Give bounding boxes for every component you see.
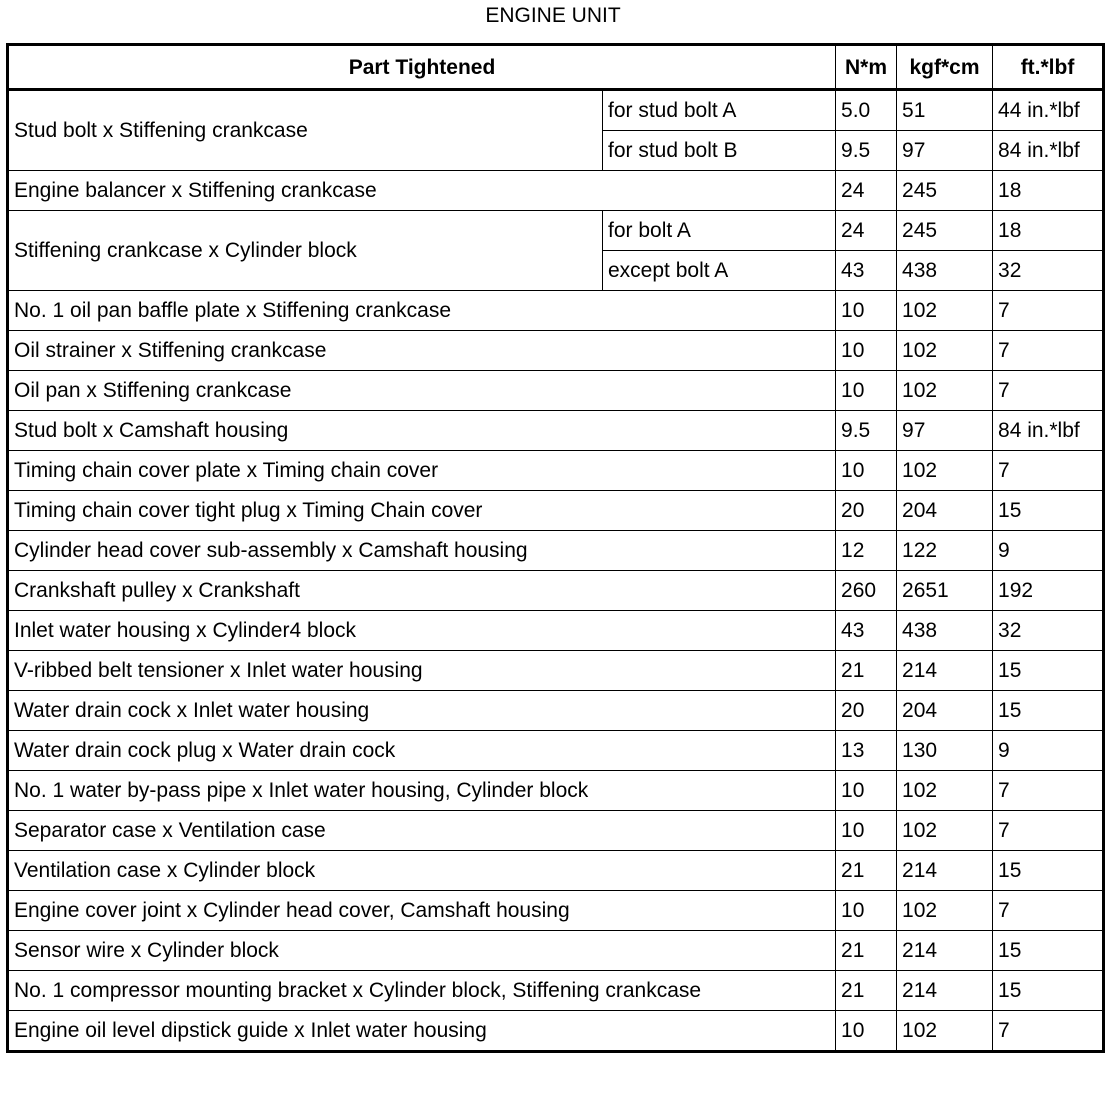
page-title: ENGINE UNIT	[485, 4, 621, 27]
nm-cell: 260	[836, 571, 897, 611]
ft-lbf-cell: 7	[993, 811, 1104, 851]
table-body	[8, 90, 1104, 1052]
part-cell: No. 1 compressor mounting bracket x Cylinder block, Stiffening crankcase	[8, 971, 836, 1011]
kgf-cm-cell: 204	[897, 691, 993, 731]
ft-lbf-cell: 44 in.*lbf	[993, 90, 1104, 131]
kgf-cm-cell: 102	[897, 1011, 993, 1052]
ft-lbf-cell: 32	[993, 251, 1104, 291]
ft-lbf-cell: 84 in.*lbf	[993, 411, 1104, 451]
table-row	[8, 651, 1104, 691]
nm-cell: 10	[836, 371, 897, 411]
table-row	[8, 371, 1104, 411]
part-cell: Water drain cock x Inlet water housing	[8, 691, 836, 731]
kgf-cm-cell: 122	[897, 531, 993, 571]
header-kgf-cm: kgf*cm	[897, 45, 993, 90]
ft-lbf-cell: 15	[993, 971, 1104, 1011]
nm-cell: 24	[836, 171, 897, 211]
part-cell: Engine oil level dipstick guide x Inlet water housing	[8, 1011, 836, 1052]
ft-lbf-cell: 18	[993, 171, 1104, 211]
table-row	[8, 411, 1104, 451]
condition-cell: for stud bolt B	[603, 131, 836, 171]
part-cell: Inlet water housing x Cylinder4 block	[8, 611, 836, 651]
ft-lbf-cell: 15	[993, 691, 1104, 731]
ft-lbf-cell: 7	[993, 291, 1104, 331]
kgf-cm-cell: 438	[897, 251, 993, 291]
ft-lbf-cell: 84 in.*lbf	[993, 131, 1104, 171]
table-row	[8, 891, 1104, 931]
kgf-cm-cell: 245	[897, 171, 993, 211]
part-cell: Crankshaft pulley x Crankshaft	[8, 571, 836, 611]
part-cell: Timing chain cover plate x Timing chain cover	[8, 451, 836, 491]
kgf-cm-cell: 130	[897, 731, 993, 771]
ft-lbf-cell: 7	[993, 771, 1104, 811]
nm-cell: 43	[836, 251, 897, 291]
table-row	[8, 291, 1104, 331]
part-cell: Water drain cock plug x Water drain cock	[8, 731, 836, 771]
table-row	[8, 1011, 1104, 1052]
nm-cell: 13	[836, 731, 897, 771]
table-row	[8, 971, 1104, 1011]
ft-lbf-cell: 15	[993, 651, 1104, 691]
nm-cell: 21	[836, 971, 897, 1011]
kgf-cm-cell: 2651	[897, 571, 993, 611]
nm-cell: 10	[836, 331, 897, 371]
part-cell: No. 1 oil pan baffle plate x Stiffening crankcase	[8, 291, 836, 331]
part-cell: Engine balancer x Stiffening crankcase	[8, 171, 836, 211]
nm-cell: 21	[836, 651, 897, 691]
ft-lbf-cell: 15	[993, 491, 1104, 531]
table-row	[8, 931, 1104, 971]
table-row	[8, 531, 1104, 571]
kgf-cm-cell: 102	[897, 371, 993, 411]
ft-lbf-cell: 7	[993, 371, 1104, 411]
ft-lbf-cell: 32	[993, 611, 1104, 651]
part-cell: Oil strainer x Stiffening crankcase	[8, 331, 836, 371]
nm-cell: 10	[836, 891, 897, 931]
ft-lbf-cell: 15	[993, 851, 1104, 891]
nm-cell: 21	[836, 931, 897, 971]
nm-cell: 10	[836, 291, 897, 331]
ft-lbf-cell: 9	[993, 731, 1104, 771]
header-part-tightened: Part Tightened	[8, 45, 836, 90]
ft-lbf-cell: 18	[993, 211, 1104, 251]
kgf-cm-cell: 97	[897, 131, 993, 171]
part-cell: Engine cover joint x Cylinder head cover, Camshaft housing	[8, 891, 836, 931]
nm-cell: 21	[836, 851, 897, 891]
part-cell: Stiffening crankcase x Cylinder block	[8, 211, 603, 291]
kgf-cm-cell: 214	[897, 651, 993, 691]
condition-cell: except bolt A	[603, 251, 836, 291]
nm-cell: 10	[836, 451, 897, 491]
table-row	[8, 331, 1104, 371]
nm-cell: 9.5	[836, 131, 897, 171]
ft-lbf-cell: 15	[993, 931, 1104, 971]
kgf-cm-cell: 102	[897, 771, 993, 811]
kgf-cm-cell: 102	[897, 451, 993, 491]
nm-cell: 5.0	[836, 90, 897, 131]
nm-cell: 10	[836, 771, 897, 811]
header-ft-lbf: ft.*lbf	[993, 45, 1104, 90]
kgf-cm-cell: 214	[897, 851, 993, 891]
torque-spec-table	[6, 43, 1105, 1053]
table-row	[8, 90, 1104, 131]
condition-cell: for stud bolt A	[603, 90, 836, 131]
kgf-cm-cell: 102	[897, 891, 993, 931]
part-cell: Sensor wire x Cylinder block	[8, 931, 836, 971]
nm-cell: 10	[836, 1011, 897, 1052]
kgf-cm-cell: 214	[897, 971, 993, 1011]
nm-cell: 12	[836, 531, 897, 571]
condition-cell: for bolt A	[603, 211, 836, 251]
kgf-cm-cell: 102	[897, 291, 993, 331]
table-row	[8, 211, 1104, 251]
ft-lbf-cell: 192	[993, 571, 1104, 611]
kgf-cm-cell: 102	[897, 811, 993, 851]
table-row	[8, 771, 1104, 811]
ft-lbf-cell: 7	[993, 331, 1104, 371]
nm-cell: 24	[836, 211, 897, 251]
ft-lbf-cell: 9	[993, 531, 1104, 571]
table-row	[8, 691, 1104, 731]
part-cell: Oil pan x Stiffening crankcase	[8, 371, 836, 411]
nm-cell: 43	[836, 611, 897, 651]
kgf-cm-cell: 51	[897, 90, 993, 131]
kgf-cm-cell: 214	[897, 931, 993, 971]
header-nm: N*m	[836, 45, 897, 90]
part-cell: No. 1 water by-pass pipe x Inlet water housing, Cylinder block	[8, 771, 836, 811]
part-cell: Cylinder head cover sub-assembly x Camshaft housing	[8, 531, 836, 571]
table-row	[8, 731, 1104, 771]
nm-cell: 20	[836, 491, 897, 531]
kgf-cm-cell: 204	[897, 491, 993, 531]
ft-lbf-cell: 7	[993, 451, 1104, 491]
table-row	[8, 851, 1104, 891]
kgf-cm-cell: 245	[897, 211, 993, 251]
table-row	[8, 171, 1104, 211]
part-cell: Separator case x Ventilation case	[8, 811, 836, 851]
nm-cell: 20	[836, 691, 897, 731]
part-cell: Stud bolt x Stiffening crankcase	[8, 90, 603, 171]
header-row	[8, 45, 1104, 90]
kgf-cm-cell: 438	[897, 611, 993, 651]
part-cell: Timing chain cover tight plug x Timing Chain cover	[8, 491, 836, 531]
table-row	[8, 571, 1104, 611]
kgf-cm-cell: 97	[897, 411, 993, 451]
part-cell: V-ribbed belt tensioner x Inlet water housing	[8, 651, 836, 691]
nm-cell: 9.5	[836, 411, 897, 451]
ft-lbf-cell: 7	[993, 1011, 1104, 1052]
part-cell: Stud bolt x Camshaft housing	[8, 411, 836, 451]
nm-cell: 10	[836, 811, 897, 851]
table-row	[8, 611, 1104, 651]
kgf-cm-cell: 102	[897, 331, 993, 371]
table-row	[8, 451, 1104, 491]
table-row	[8, 491, 1104, 531]
table-row	[8, 811, 1104, 851]
ft-lbf-cell: 7	[993, 891, 1104, 931]
part-cell: Ventilation case x Cylinder block	[8, 851, 836, 891]
